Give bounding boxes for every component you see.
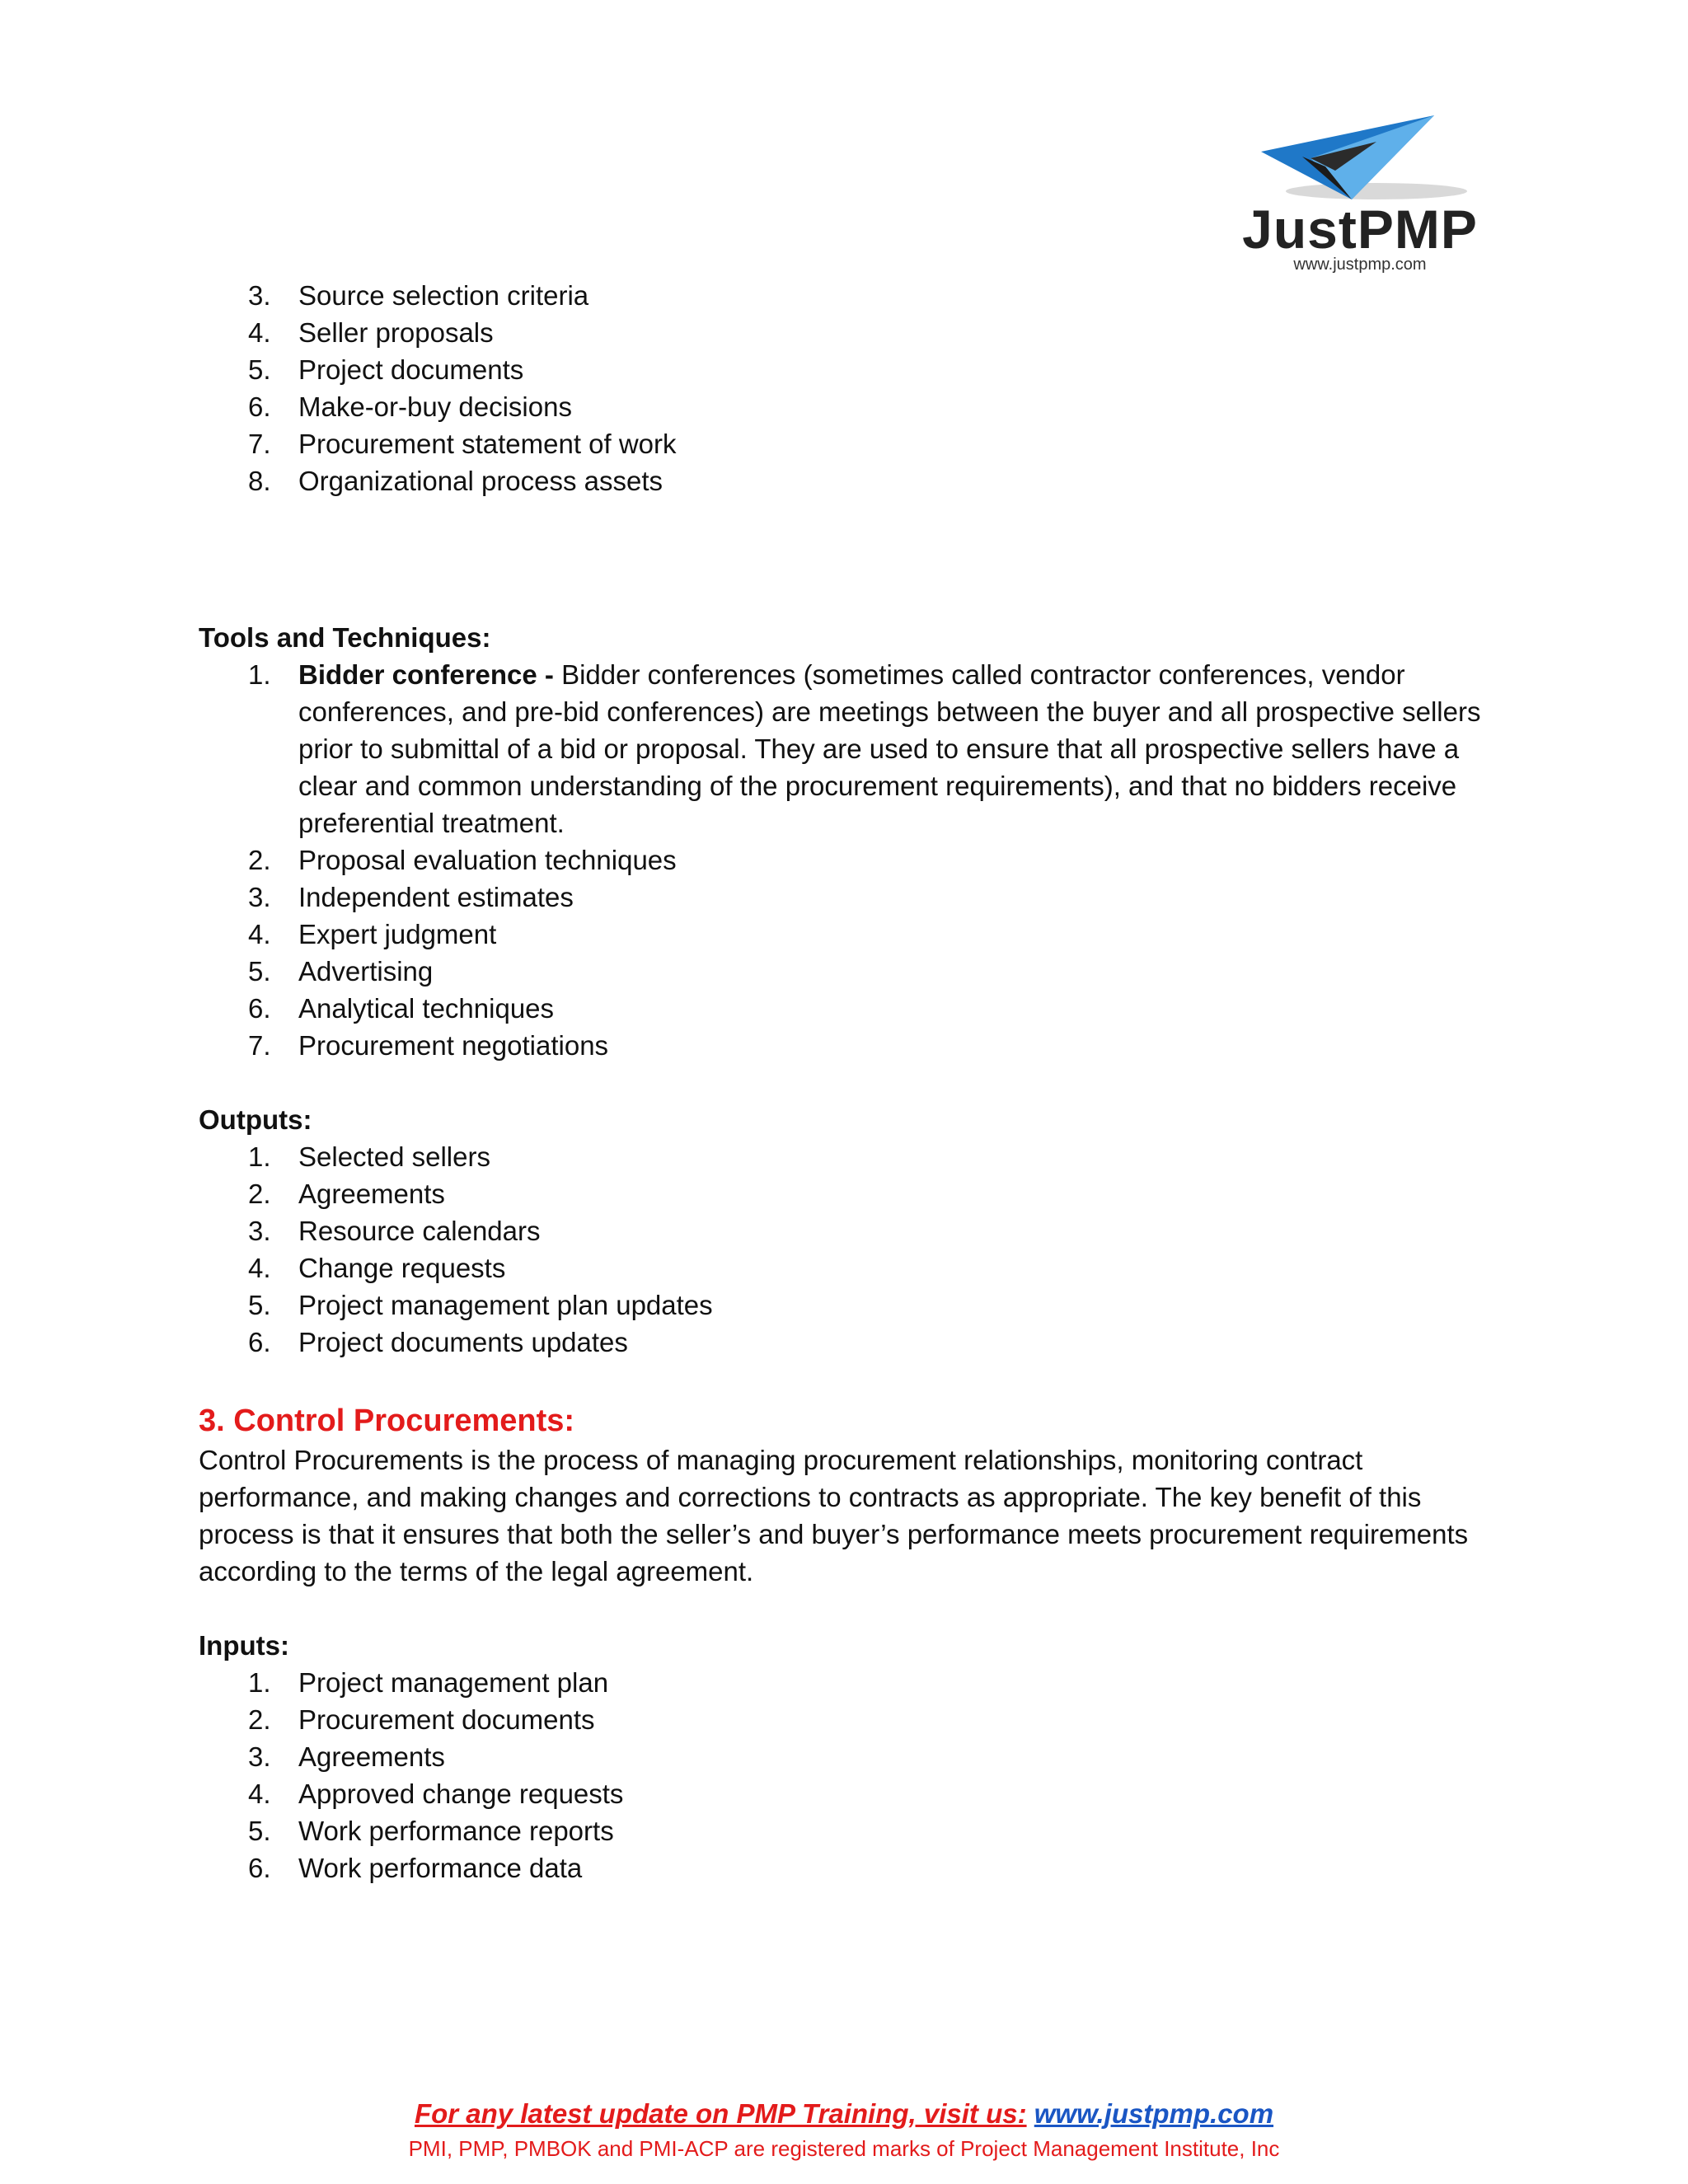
- list-number: 5.: [248, 354, 271, 385]
- list-number: 8.: [248, 466, 271, 496]
- list-item-text: Agreements: [298, 1741, 445, 1772]
- list-item: [199, 1249, 1501, 1286]
- list-number: 6.: [248, 1327, 271, 1357]
- list-number: 1.: [248, 1141, 271, 1172]
- list-number: 7.: [248, 1030, 271, 1061]
- section-title-control-procurements: 3. Control Procurements:: [199, 1404, 575, 1438]
- spacer: [199, 1590, 1501, 1627]
- list-item: [199, 314, 1501, 351]
- tools-list-rest: [199, 841, 1501, 1064]
- list-item-text: Work performance reports: [298, 1816, 614, 1846]
- tools-heading: Tools and Techniques:: [199, 622, 491, 653]
- list-item: [199, 1324, 1501, 1361]
- list-item-text: Project documents: [298, 354, 524, 385]
- footer-prefix: For any latest update on PMP Training, visit us:: [414, 2098, 1027, 2129]
- inputs-heading: Inputs:: [199, 1630, 289, 1661]
- list-item: [199, 1738, 1501, 1775]
- list-number: 5.: [248, 1290, 271, 1320]
- list-item-text: Source selection criteria: [298, 280, 589, 311]
- control-procurements-paragraph: Control Procurements is the process of managing procurement relationships, monitoring contract performance, and making changes and corrections to contracts as appropriate. The key benefit of this process is that it ensures that both the seller’s and buyer’s performance meets procurement requirements according to the terms of the legal agreement.: [199, 1445, 1469, 1586]
- outputs-heading: Outputs:: [199, 1104, 312, 1135]
- list-item: [199, 1775, 1501, 1812]
- list-item-text: Expert judgment: [298, 919, 497, 949]
- list-item: [199, 1212, 1501, 1249]
- list-item-text: Analytical techniques: [298, 993, 555, 1024]
- list-number: 5.: [248, 956, 271, 987]
- list-item: [199, 1138, 1501, 1175]
- inputs-list: [199, 1664, 1501, 1886]
- list-item: [199, 1027, 1501, 1064]
- list-item: [199, 1286, 1501, 1324]
- spacer: [199, 499, 1501, 619]
- bidder-conference-description: Bidder conferences (sometimes called contractor conferences, vendor conferences, and pre-bid conferences) are meetings between the buyer and all prospective sellers prior to submittal of a bid or proposal. They are used to ensure that all prospective sellers have a clear and common understanding of the procurement requirements), and that no bidders receive preferential treatment.: [298, 659, 1481, 838]
- list-number: 1.: [248, 1667, 271, 1698]
- list-item: [199, 916, 1501, 953]
- list-number: 4.: [248, 919, 271, 949]
- list-number: 1.: [248, 659, 271, 690]
- list-number: 6.: [248, 993, 271, 1024]
- inputs-list-continued: [199, 277, 1501, 499]
- list-item: [199, 1812, 1501, 1849]
- list-number: 3.: [248, 882, 271, 912]
- bidder-conference-term: Bidder conference -: [298, 659, 554, 690]
- list-item: [199, 841, 1501, 879]
- list-number: 3.: [248, 1741, 271, 1772]
- list-number: 3.: [248, 280, 271, 311]
- list-item: [199, 990, 1501, 1027]
- list-item: [199, 656, 1501, 841]
- list-item-text: Advertising: [298, 956, 434, 987]
- list-item-text: Approved change requests: [298, 1779, 624, 1809]
- list-item-text: Seller proposals: [298, 317, 494, 348]
- outputs-list: [199, 1138, 1501, 1361]
- list-number: 4.: [248, 1779, 271, 1809]
- list-number: 3.: [248, 1216, 271, 1246]
- list-item-text: Independent estimates: [298, 882, 574, 912]
- list-number: 4.: [248, 317, 271, 348]
- list-item: [199, 351, 1501, 388]
- list-item: [199, 388, 1501, 425]
- list-item-text: Procurement negotiations: [298, 1030, 609, 1061]
- list-number: 5.: [248, 1816, 271, 1846]
- list-item: [199, 1664, 1501, 1701]
- list-number: 4.: [248, 1253, 271, 1283]
- spacer: [199, 1064, 1501, 1101]
- list-item: [199, 879, 1501, 916]
- list-item-text: Procurement documents: [298, 1704, 595, 1735]
- list-item-text: Procurement statement of work: [298, 429, 677, 459]
- footer-update-line: [0, 2098, 1688, 2130]
- footer-trademark-notice: PMI, PMP, PMBOK and PMI-ACP are registered marks of Project Management Institute, Inc: [408, 2136, 1280, 2161]
- justpmp-logo: [1228, 109, 1492, 282]
- list-number: 2.: [248, 1179, 271, 1209]
- list-number: 7.: [248, 429, 271, 459]
- list-item-text: Selected sellers: [298, 1141, 490, 1172]
- list-item-text: Project documents updates: [298, 1327, 628, 1357]
- tools-list: [199, 656, 1501, 841]
- list-item-text: Proposal evaluation techniques: [298, 845, 677, 875]
- document-content: [199, 277, 1501, 1886]
- list-item: [199, 277, 1501, 314]
- list-item-text: Resource calendars: [298, 1216, 541, 1246]
- logo-url: www.justpmp.com: [1293, 255, 1427, 274]
- paper-plane-icon: [1253, 109, 1467, 208]
- list-item-text: Make-or-buy decisions: [298, 391, 572, 422]
- list-item-text: Project management plan updates: [298, 1290, 713, 1320]
- logo-wordmark: JustPMP: [1242, 199, 1478, 260]
- list-item: [199, 953, 1501, 990]
- list-number: 2.: [248, 1704, 271, 1735]
- list-item: [199, 1175, 1501, 1212]
- footer-website-link[interactable]: www.justpmp.com: [1034, 2098, 1274, 2129]
- list-item-text: Work performance data: [298, 1853, 583, 1883]
- list-item: [199, 462, 1501, 499]
- list-number: 6.: [248, 1853, 271, 1883]
- list-item: [199, 1849, 1501, 1886]
- list-number: 2.: [248, 845, 271, 875]
- list-item-text: Organizational process assets: [298, 466, 663, 496]
- list-item-text: Change requests: [298, 1253, 506, 1283]
- list-item: [199, 1701, 1501, 1738]
- list-item-text: Agreements: [298, 1179, 445, 1209]
- list-number: 6.: [248, 391, 271, 422]
- list-item-text: Project management plan: [298, 1667, 609, 1698]
- list-item: [199, 425, 1501, 462]
